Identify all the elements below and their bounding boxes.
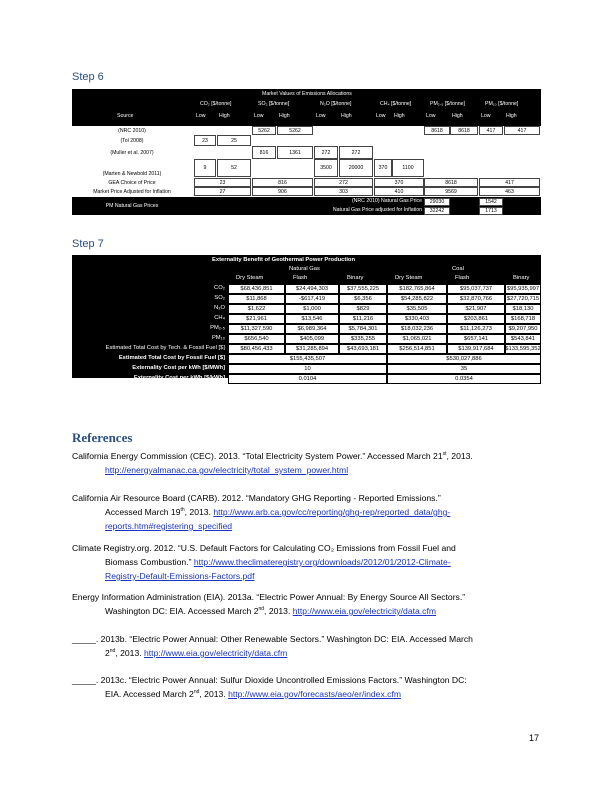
reference-text: Climate Registry.org. 2012. “U.S. Default Factors for Calculating CO₂ Emissions from Fossil Fuel and xyxy=(72,543,456,553)
table-cell: 272 xyxy=(314,146,338,159)
reference-text: Biomass Combustion.” xyxy=(105,557,192,567)
low-high-header: High xyxy=(452,113,463,119)
low-high-header: Low xyxy=(426,113,436,119)
reference-text: California Air Resource Board (CARB). 2012. “Mandatory GHG Reporting - Reported Emissions.” xyxy=(72,493,441,503)
group-natural-gas: Natural Gas xyxy=(289,266,320,272)
value-cell: $330,403 xyxy=(387,314,447,324)
value-cell: $31,285,894 xyxy=(285,344,339,354)
table-cell: 5262 xyxy=(277,126,313,135)
reference-item xyxy=(72,541,542,583)
low-high-header: High xyxy=(341,113,352,119)
gea-value: 370 xyxy=(374,178,424,187)
row-label: PM₁₀ xyxy=(211,335,225,341)
table-cell: 8618 xyxy=(424,126,450,135)
gea-value: 8618 xyxy=(424,178,478,187)
reference-text: Washington DC: EIA. Accessed March 2 xyxy=(105,606,259,616)
row-label: Estimated Total Cost by Tech. & Fossil Fuel [$] xyxy=(105,345,225,351)
coal-total-cell: $530,027,886 xyxy=(387,354,541,364)
value-cell: $32,870,766 xyxy=(447,294,505,304)
table-cell: 417 xyxy=(504,126,540,135)
value-cell: $11,868 xyxy=(228,294,285,304)
reference-item xyxy=(72,673,542,701)
market-price-value: 463 xyxy=(479,187,540,196)
reference-text: , 2013. xyxy=(264,606,291,616)
table-cell: 5262 xyxy=(252,126,276,135)
value-cell: $9,207,950 xyxy=(505,324,541,334)
market-price-value: 9569 xyxy=(424,187,478,196)
market-price-value: 303 xyxy=(314,187,373,196)
table-cell: 1361 xyxy=(277,146,313,159)
table-cell: 816 xyxy=(252,146,276,159)
value-cell: $27,720,715 xyxy=(506,296,540,302)
value-cell: $54,285,822 xyxy=(387,294,447,304)
reference-text: Accessed March 19 xyxy=(105,507,181,517)
market-price-label: Market Price Adjusted for Inflation xyxy=(93,188,171,195)
reference-text: _____. 2013b. “Electric Power Annual: Other Renewable Sectors.” Washington DC: EIA. Accessed March xyxy=(72,634,473,644)
reference-line2 xyxy=(72,687,542,701)
coal-total-cell: 35 xyxy=(387,364,541,374)
value-cell: $1,000 xyxy=(285,304,339,314)
reference-line2 xyxy=(72,555,542,569)
reference-sup: nd xyxy=(109,648,116,655)
group-coal: Coal xyxy=(452,266,464,272)
value-cell: $21,907 xyxy=(447,304,505,314)
gea-label: GEA Choice of Price xyxy=(108,179,156,186)
column-header: Flash xyxy=(455,275,470,281)
step7-heading: Step 7 xyxy=(72,238,104,250)
reference-text: Energy Information Administration (EIA). 2013a. “Electric Power Annual: By Energy Source All Sectors.” xyxy=(72,592,466,602)
reference-link[interactable]: reports.htm#registering_specified xyxy=(105,521,233,531)
market-price-value: 906 xyxy=(252,187,313,196)
reference-link[interactable]: http://www.theclimateregistry.org/downloads/2012/01/2012-Climate- xyxy=(193,557,451,567)
value-cell: $37,555,225 xyxy=(339,284,387,294)
table-cell: 1100 xyxy=(392,159,424,177)
table-cell: 370 xyxy=(374,159,392,177)
value-cell: $6,356 xyxy=(339,294,387,304)
low-high-header: Low xyxy=(254,113,264,119)
value-cell: $829 xyxy=(339,304,387,314)
value-cell: $95,935,997 xyxy=(506,286,540,292)
column-header: Binary xyxy=(347,275,364,281)
reference-line2 xyxy=(72,646,542,660)
reference-text: , 2013. xyxy=(446,451,473,461)
value-cell: $405,099 xyxy=(285,334,339,344)
value-cell: $1,065,021 xyxy=(387,334,447,344)
value-cell: $80,456,433 xyxy=(228,344,285,354)
reference-text: , 2013. xyxy=(115,648,142,658)
table-cell: 23 xyxy=(194,135,216,146)
page-number: 17 xyxy=(529,733,540,743)
pm-value: 1542 xyxy=(479,198,503,206)
gea-value: 272 xyxy=(314,178,373,187)
low-high-header: High xyxy=(394,113,405,119)
value-cell: $43,693,181 xyxy=(339,344,387,354)
reference-text: , 2013. xyxy=(199,689,226,699)
table-cell: 272 xyxy=(339,146,373,159)
ng-total-cell: $155,435,507 xyxy=(228,354,387,364)
row-label: CH₄ xyxy=(214,315,225,321)
reference-item xyxy=(72,632,542,660)
gea-value: 816 xyxy=(252,178,313,187)
reference-link[interactable]: http://www.eia.gov/electricity/data.cfm xyxy=(144,648,288,658)
group-header: N₂O [$/tonne] xyxy=(320,101,352,107)
reference-item xyxy=(72,590,542,618)
source-label: (NRC 2010) xyxy=(118,127,146,134)
reference-link[interactable]: http://www.eia.gov/forecasts/aeo/er/index.cfm xyxy=(228,689,401,699)
row-label: Externality Cost per kWh [$/kWh] xyxy=(133,375,225,381)
reference-text: , 2013. xyxy=(184,507,211,517)
value-cell: -$617,419 xyxy=(285,294,339,304)
value-cell: $335,255 xyxy=(339,334,387,344)
value-cell: $35,505 xyxy=(387,304,447,314)
value-cell: $656,540 xyxy=(228,334,285,344)
pm-row-label: Natural Gas Price adjusted for Inflation xyxy=(332,207,422,213)
ng-total-cell: 10 xyxy=(228,364,387,374)
reference-item xyxy=(72,491,542,533)
reference-line2 xyxy=(72,505,542,519)
row-label: Estimated Total Cost by Fossil Fuel [$] xyxy=(118,355,225,361)
reference-link[interactable]: http://energyalmanac.ca.gov/electricity/total_system_power.html xyxy=(105,465,349,475)
gea-value: 417 xyxy=(479,178,540,187)
table-cell: 417 xyxy=(479,126,503,135)
pm-row-label: (NRC 2010) Natural Gas Price xyxy=(351,198,422,204)
low-high-header: High xyxy=(219,113,230,119)
row-label: Externality Cost per kWh [$/MWh] xyxy=(132,365,225,371)
source-header: Source xyxy=(117,113,134,119)
group-header: PM₂.₅ [$/tonne] xyxy=(430,101,465,107)
reference-link[interactable]: http://www.arb.ca.gov/cc/reporting/ghg-rep/reported_data/ghg- xyxy=(213,507,451,517)
group-header: CH₄ [$/tonne] xyxy=(380,101,412,107)
reference-line2 xyxy=(72,604,542,618)
value-cell: $18,130 xyxy=(505,304,541,314)
low-high-header: High xyxy=(506,113,517,119)
value-cell: $11,216 xyxy=(339,314,387,324)
market-price-value: 410 xyxy=(374,187,424,196)
externality-benefit-table xyxy=(72,255,541,382)
table-cell: 3500 xyxy=(314,159,338,177)
reference-text: _____. 2013c. “Electric Power Annual: Sulfur Dioxide Uncontrolled Emissions Factors.” Washington DC: xyxy=(72,675,467,685)
market-price-value: 27 xyxy=(194,187,251,196)
reference-sup: nd xyxy=(258,606,265,613)
value-cell: $18,032,236 xyxy=(387,324,447,334)
reference-text: California Energy Commission (CEC). 2013. “Total Electricity System Power.” Accessed March 21 xyxy=(72,451,443,461)
value-cell: $95,037,737 xyxy=(447,284,505,294)
value-cell: $543,841 xyxy=(505,334,541,344)
pm-value: 32242 xyxy=(424,207,450,215)
row-label: SO₂ xyxy=(214,295,225,301)
reference-text: EIA. Accessed March 2 xyxy=(105,689,194,699)
reference-item xyxy=(72,449,542,477)
pm-label: PM Natural Gas Prices xyxy=(105,203,159,209)
table-title: Market Values of Emissions Allocations xyxy=(262,91,352,97)
pm-value: 1713 xyxy=(479,207,503,215)
reference-sup: nd xyxy=(193,689,200,696)
value-cell: $203,861 xyxy=(447,314,505,324)
value-cell: $68,436,851 xyxy=(228,284,285,294)
group-header: CO₂ [$/tonne] xyxy=(200,101,232,107)
row-label: N₂O xyxy=(214,305,225,311)
value-cell: $24,494,303 xyxy=(285,284,339,294)
value-cell: $5,784,301 xyxy=(339,324,387,334)
low-high-header: Low xyxy=(196,113,206,119)
pm-value: 29030 xyxy=(424,198,450,206)
reference-text: 2 xyxy=(105,648,110,658)
reference-sup: st xyxy=(442,451,447,458)
value-cell: $6,989,364 xyxy=(285,324,339,334)
row-label: PM₂.₅ xyxy=(210,325,225,331)
value-cell: $11,327,590 xyxy=(228,324,285,334)
table-cell: 52 xyxy=(217,159,251,177)
value-cell: $11,126,273 xyxy=(447,324,505,334)
low-high-header: Low xyxy=(316,113,326,119)
ng-total-cell: 0.0104 xyxy=(228,374,387,384)
coal-total-cell: 0.0354 xyxy=(387,374,541,384)
table-cell: 9 xyxy=(194,159,216,177)
value-cell: $168,718 xyxy=(505,314,541,324)
references-heading: References xyxy=(72,430,133,445)
gea-value: 23 xyxy=(194,178,251,187)
value-cell: $21,961 xyxy=(228,314,285,324)
row-label: CO₂ xyxy=(214,285,225,291)
source-label: (Muller et al. 2007) xyxy=(110,149,154,156)
column-header: Dry Steam xyxy=(236,275,264,281)
column-header: Flash xyxy=(293,275,308,281)
low-high-header: Low xyxy=(481,113,491,119)
value-cell: $182,765,864 xyxy=(387,284,447,294)
source-label: (Tol 2008) xyxy=(120,137,144,144)
value-cell: $13,546 xyxy=(285,314,339,324)
reference-link[interactable]: http://www.eia.gov/electricity/data.cfm xyxy=(292,606,437,616)
group-header: SO₂ [$/tonne] xyxy=(258,101,290,107)
value-cell: $1,622 xyxy=(228,304,285,314)
reference-link[interactable]: Registry-Default-Emissions-Factors.pdf xyxy=(105,571,255,581)
value-cell: $133,595,352 xyxy=(505,346,541,352)
table-title: Externality Benefit of Geothermal Power Production xyxy=(212,257,356,263)
low-high-header: Low xyxy=(376,113,386,119)
value-cell: $657,141 xyxy=(447,334,505,344)
step6-heading: Step 6 xyxy=(72,71,104,83)
table-cell: 25 xyxy=(217,135,251,146)
low-high-header: High xyxy=(279,113,290,119)
reference-sup: th xyxy=(180,507,185,514)
source-label: (Marten & Newbold 2011) xyxy=(102,171,162,177)
column-header: Dry Steam xyxy=(395,275,423,281)
value-cell: $139,917,684 xyxy=(447,344,505,354)
column-header: Binary xyxy=(513,275,530,281)
table-cell: 8618 xyxy=(450,126,478,135)
value-cell: $256,514,851 xyxy=(387,344,447,354)
group-header: PM₁₀ [$/tonne] xyxy=(485,101,519,107)
table-cell: 20000 xyxy=(339,159,373,177)
